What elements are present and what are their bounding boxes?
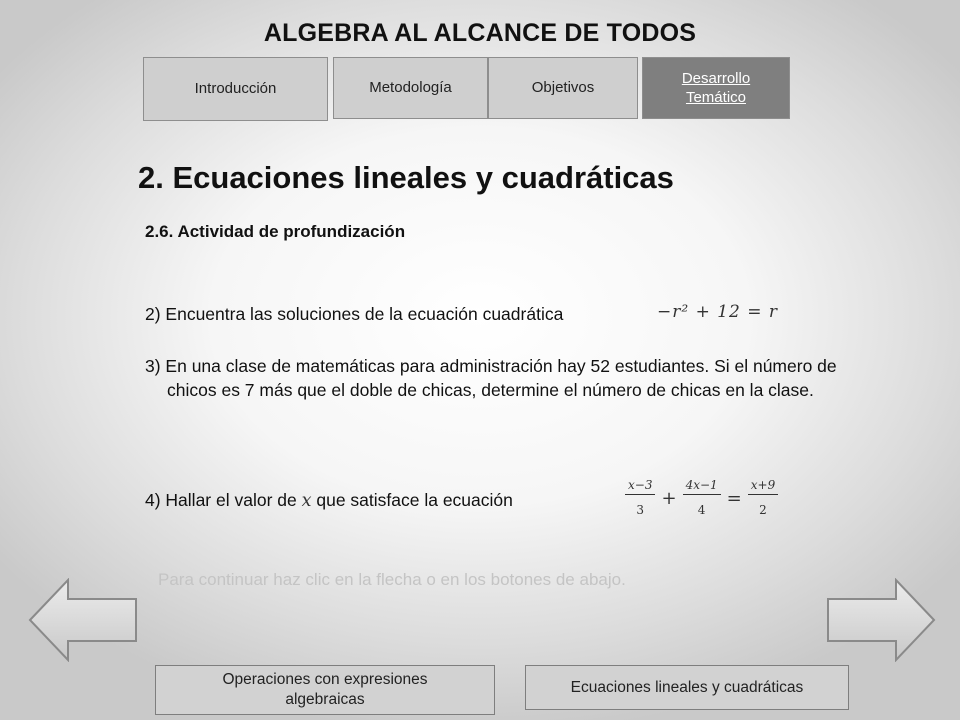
question-2-equation: −r² + 12 = r [657, 302, 779, 322]
fraction-2-numerator: 4x−1 [683, 478, 721, 495]
question-4-prefix: 4) Hallar el valor de [145, 490, 297, 510]
tab-objetivos-label: Objetivos [531, 79, 595, 96]
site-title: ALGEBRA AL ALCANCE DE TODOS [263, 19, 697, 47]
tab-metodologia[interactable] [333, 57, 488, 119]
fraction-3-numerator: x+9 [748, 478, 778, 495]
activity-heading: 2.6. Actividad de profundización [145, 222, 406, 241]
section-title: 2. Ecuaciones lineales y cuadráticas [138, 160, 674, 195]
question-2-text: 2) Encuentra las soluciones de la ecuación cuadrática [145, 304, 564, 324]
question-3-line-1: 3) En una clase de matemáticas para administración hay 52 estudiantes. Si el número de [145, 356, 837, 376]
fraction-1 [625, 478, 655, 517]
arrow-left-icon[interactable] [28, 578, 140, 662]
next-topic-label: Ecuaciones lineales y cuadráticas [570, 678, 804, 696]
next-topic-button[interactable] [525, 665, 849, 710]
equals-sign: = [726, 488, 742, 509]
tab-metodologia-label: Metodología [369, 79, 452, 96]
fraction-1-numerator: x−3 [625, 478, 655, 495]
question-4-equation [622, 478, 781, 517]
question-4-variable: x [301, 491, 312, 511]
fraction-3-denominator: 2 [759, 503, 767, 517]
fraction-1-denominator: 3 [636, 503, 645, 517]
tab-desarrollo-tematico[interactable] [642, 57, 790, 119]
tab-desarrollo-label-2: Temático [685, 89, 746, 106]
tab-introduccion[interactable] [143, 57, 328, 121]
prev-topic-label: Operaciones con expresiones algebraicas [222, 671, 428, 708]
tab-desarrollo-label-1: Desarrollo [681, 69, 751, 87]
fraction-2-denominator: 4 [697, 503, 706, 517]
question-3 [145, 354, 905, 402]
prev-topic-button[interactable] [155, 665, 495, 715]
arrow-right-icon[interactable] [824, 578, 936, 662]
plus-sign: + [661, 488, 677, 509]
question-4 [145, 488, 513, 513]
question-3-line-2: chicos es 7 más que el doble de chicas, determine el número de chicas en la clase. [167, 380, 814, 400]
fraction-2 [683, 478, 721, 517]
tab-objetivos[interactable] [488, 57, 638, 119]
continue-hint: Para continuar haz clic en la flecha o en los botones de abajo. [158, 570, 626, 589]
question-4-suffix: que satisface la ecuación [316, 490, 513, 510]
fraction-3 [748, 478, 778, 517]
tab-introduccion-label: Introducción [194, 80, 277, 98]
